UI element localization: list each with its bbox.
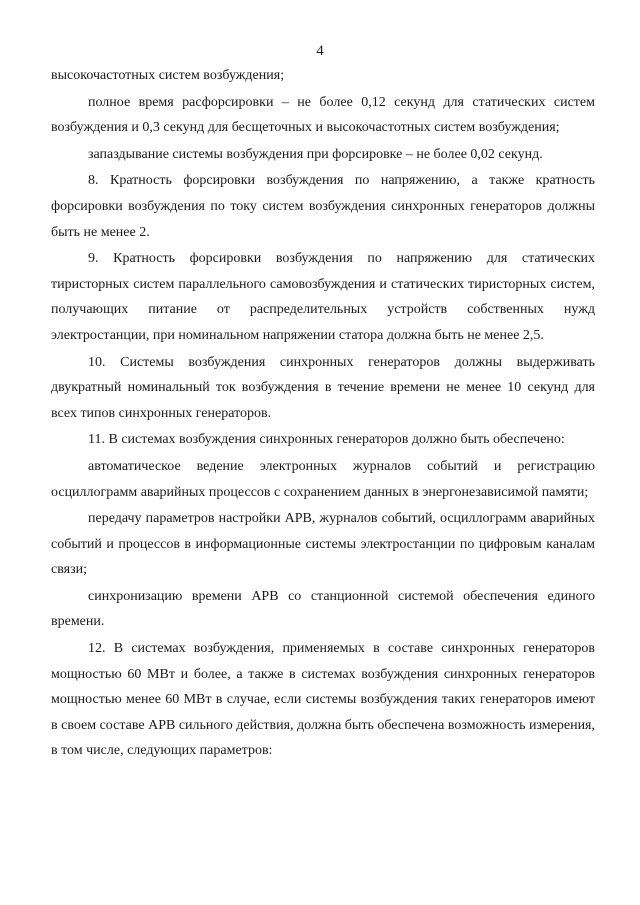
paragraph-clause-11: 11. В системах возбуждения синхронных генераторов должно быть обеспечено: (88, 432, 565, 448)
paragraph-clause-10: 10. Системы возбуждения синхронных генераторов должны выдерживать двукратный номинальный ток возбуждения в течение времени не менее 10 секунд для всех типов синхронных генераторов. (51, 354, 595, 421)
paragraph-clause-12: 12. В системах возбуждения, применяемых в составе синхронных генераторов мощностью 60 МВт и более, а также в системах возбуждения синхронных генераторов мощностью менее 60 МВт в случае, если системы возбуждения таких генераторов имеют в своем составе АРВ сильного действия, должна быть обеспечена возможность измерения, в том числе, следующих параметров: (51, 641, 595, 759)
paragraph-time-sync: синхронизацию времени АРВ со станционной системой обеспечения единого времени. (51, 588, 595, 630)
paragraph-event-logging: автоматическое ведение электронных журналов событий и регистрацию осциллограмм аварийных процессов с сохранением данных в энергонезависимой памяти; (51, 458, 595, 500)
paragraph-data-transfer: передачу параметров настройки АРВ, журналов событий, осциллограмм аварийных событий и процессов в информационные системы электростанции по цифровым каналам связи; (51, 511, 595, 578)
document-body (51, 63, 595, 764)
paragraph-clause-9: 9. Кратность форсировки возбуждения по напряжению для статических тиристорных систем параллельного самовозбуждения и статических тиристорных систем, получающих питание от распределительных устройств собственных нужд электростанции, при номинальном напряжении статора должна быть не менее 2,5. (51, 251, 595, 343)
paragraph-forcing-delay: запаздывание системы возбуждения при форсировке – не более 0,02 секунд. (88, 146, 543, 162)
paragraph-deforcing-time: полное время расфорсировки – не более 0,12 секунд для статических систем возбуждения и 0,3 секунд для бесщеточных и высокочастотных систем возбуждения; (51, 94, 595, 136)
paragraph-continuation: высокочастотных систем возбуждения; (51, 68, 285, 83)
paragraph-clause-8: 8. Кратность форсировки возбуждения по напряжению, а также кратность форсировки возбуждения по току систем возбуждения синхронных генераторов должны быть не менее 2. (51, 173, 595, 240)
page-number: 4 (316, 43, 324, 59)
